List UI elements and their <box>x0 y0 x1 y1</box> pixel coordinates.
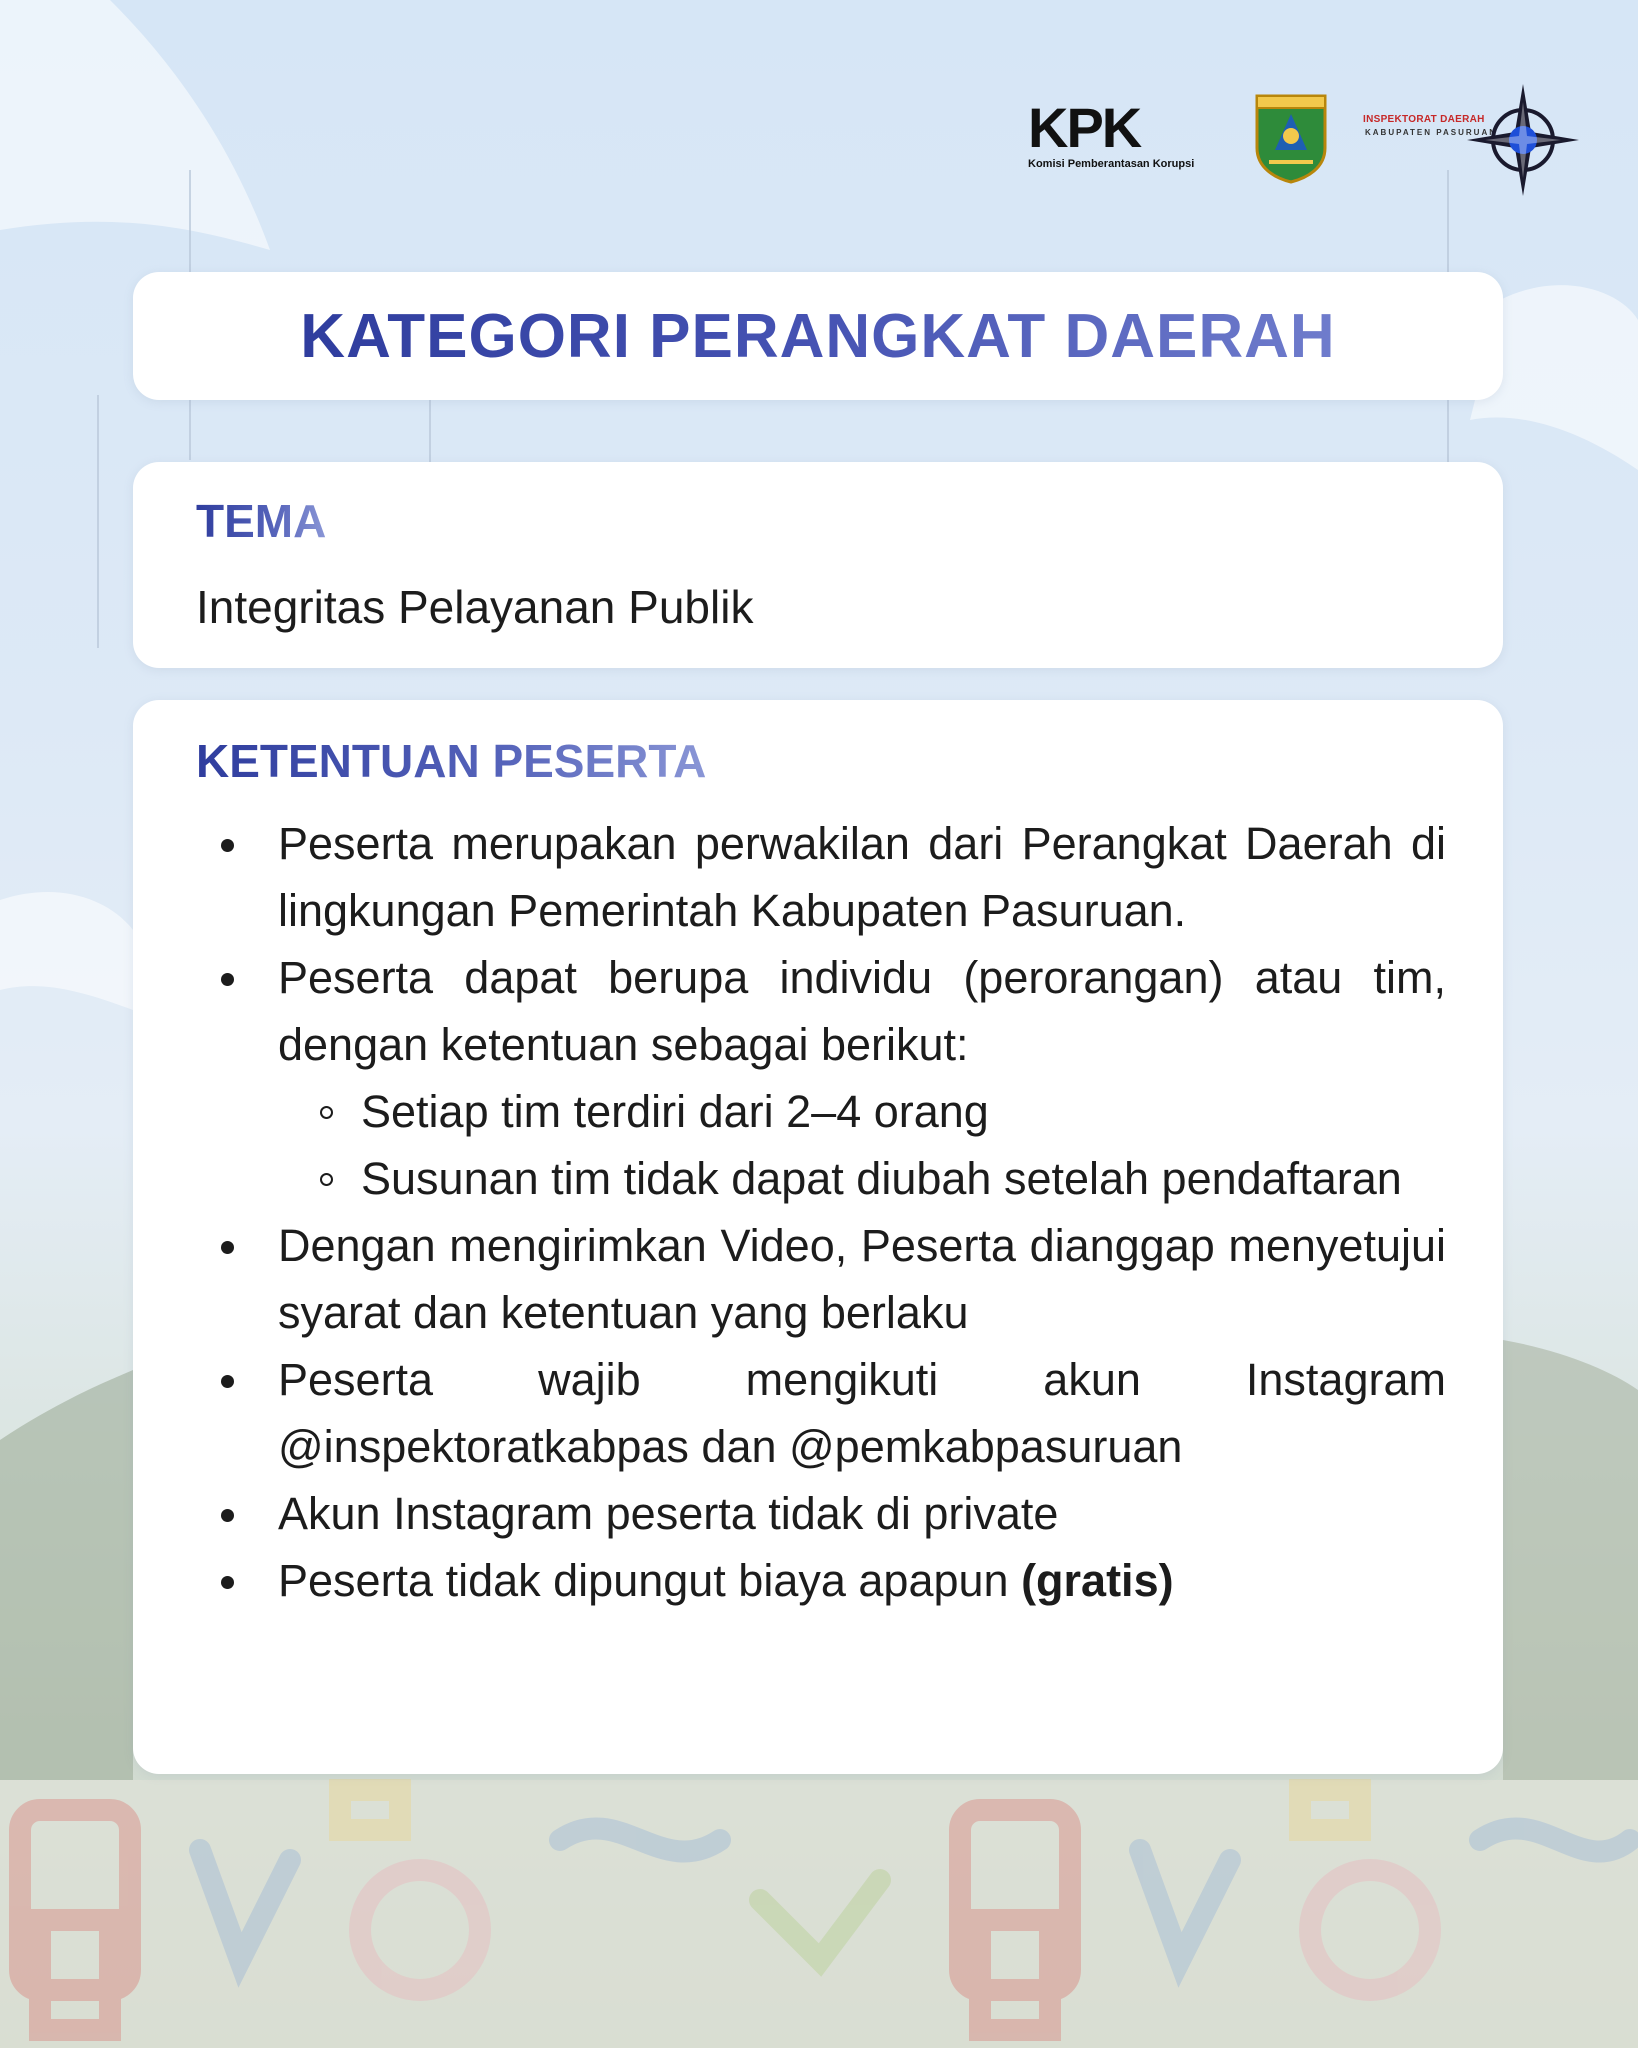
ketentuan-card <box>133 700 1503 1774</box>
logo-bar <box>1028 92 1568 192</box>
list-item <box>196 1346 1446 1480</box>
kpk-subtitle: Komisi Pemberantasan Korupsi <box>1028 158 1195 170</box>
title-card <box>133 272 1503 400</box>
list-item <box>196 944 1446 1212</box>
list-item <box>196 1547 1446 1614</box>
sub-list-item <box>278 1145 1446 1212</box>
rule-text: Dengan mengirimkan Video, Peserta dianggap menyetujui syarat dan ketentuan yang berlaku <box>278 1220 1446 1338</box>
rules-list <box>196 810 1446 1614</box>
sub-list-item <box>278 1078 1446 1145</box>
list-item <box>196 1480 1446 1547</box>
page-title: KATEGORI PERANGKAT DAERAH <box>300 301 1336 371</box>
ketentuan-heading: KETENTUAN PESERTA <box>196 735 707 787</box>
rule-text: Peserta wajib mengikuti akun Instagram @inspektoratkabpas dan @pemkabpasuruan <box>278 1354 1446 1472</box>
tema-card <box>133 462 1503 668</box>
inspektorat-logo-line1: INSPEKTORAT DAERAH <box>1363 114 1485 125</box>
sub-rule-text: Susunan tim tidak dapat diubah setelah pendaftaran <box>361 1153 1402 1204</box>
inspektorat-logo-line2: KABUPATEN PASURUAN <box>1365 128 1497 137</box>
kpk-logo <box>1028 96 1228 180</box>
rule-bold-text: (gratis) <box>1021 1555 1174 1606</box>
rule-text: Akun Instagram peserta tidak di private <box>278 1488 1059 1539</box>
compass-star-icon <box>1463 80 1583 200</box>
inspektorat-logo <box>1363 80 1583 200</box>
sub-rule-text: Setiap tim terdiri dari 2–4 orang <box>361 1086 989 1137</box>
list-item <box>196 810 1446 944</box>
list-item <box>196 1212 1446 1346</box>
tema-heading: TEMA <box>196 495 327 547</box>
kabupaten-pasuruan-crest-icon <box>1251 92 1331 184</box>
rule-text: Peserta dapat berupa individu (perorangan) atau tim, dengan ketentuan sebagai berikut: <box>278 952 1446 1070</box>
sub-rules-list <box>278 1078 1446 1212</box>
tema-value: Integritas Pelayanan Publik <box>196 581 754 633</box>
rule-text: Peserta merupakan perwakilan dari Perangkat Daerah di lingkungan Pemerintah Kabupaten Pasuruan. <box>278 818 1446 936</box>
rule-text: Peserta tidak dipungut biaya apapun <box>278 1555 1009 1606</box>
kpk-logo-text: KPK <box>1028 96 1141 159</box>
